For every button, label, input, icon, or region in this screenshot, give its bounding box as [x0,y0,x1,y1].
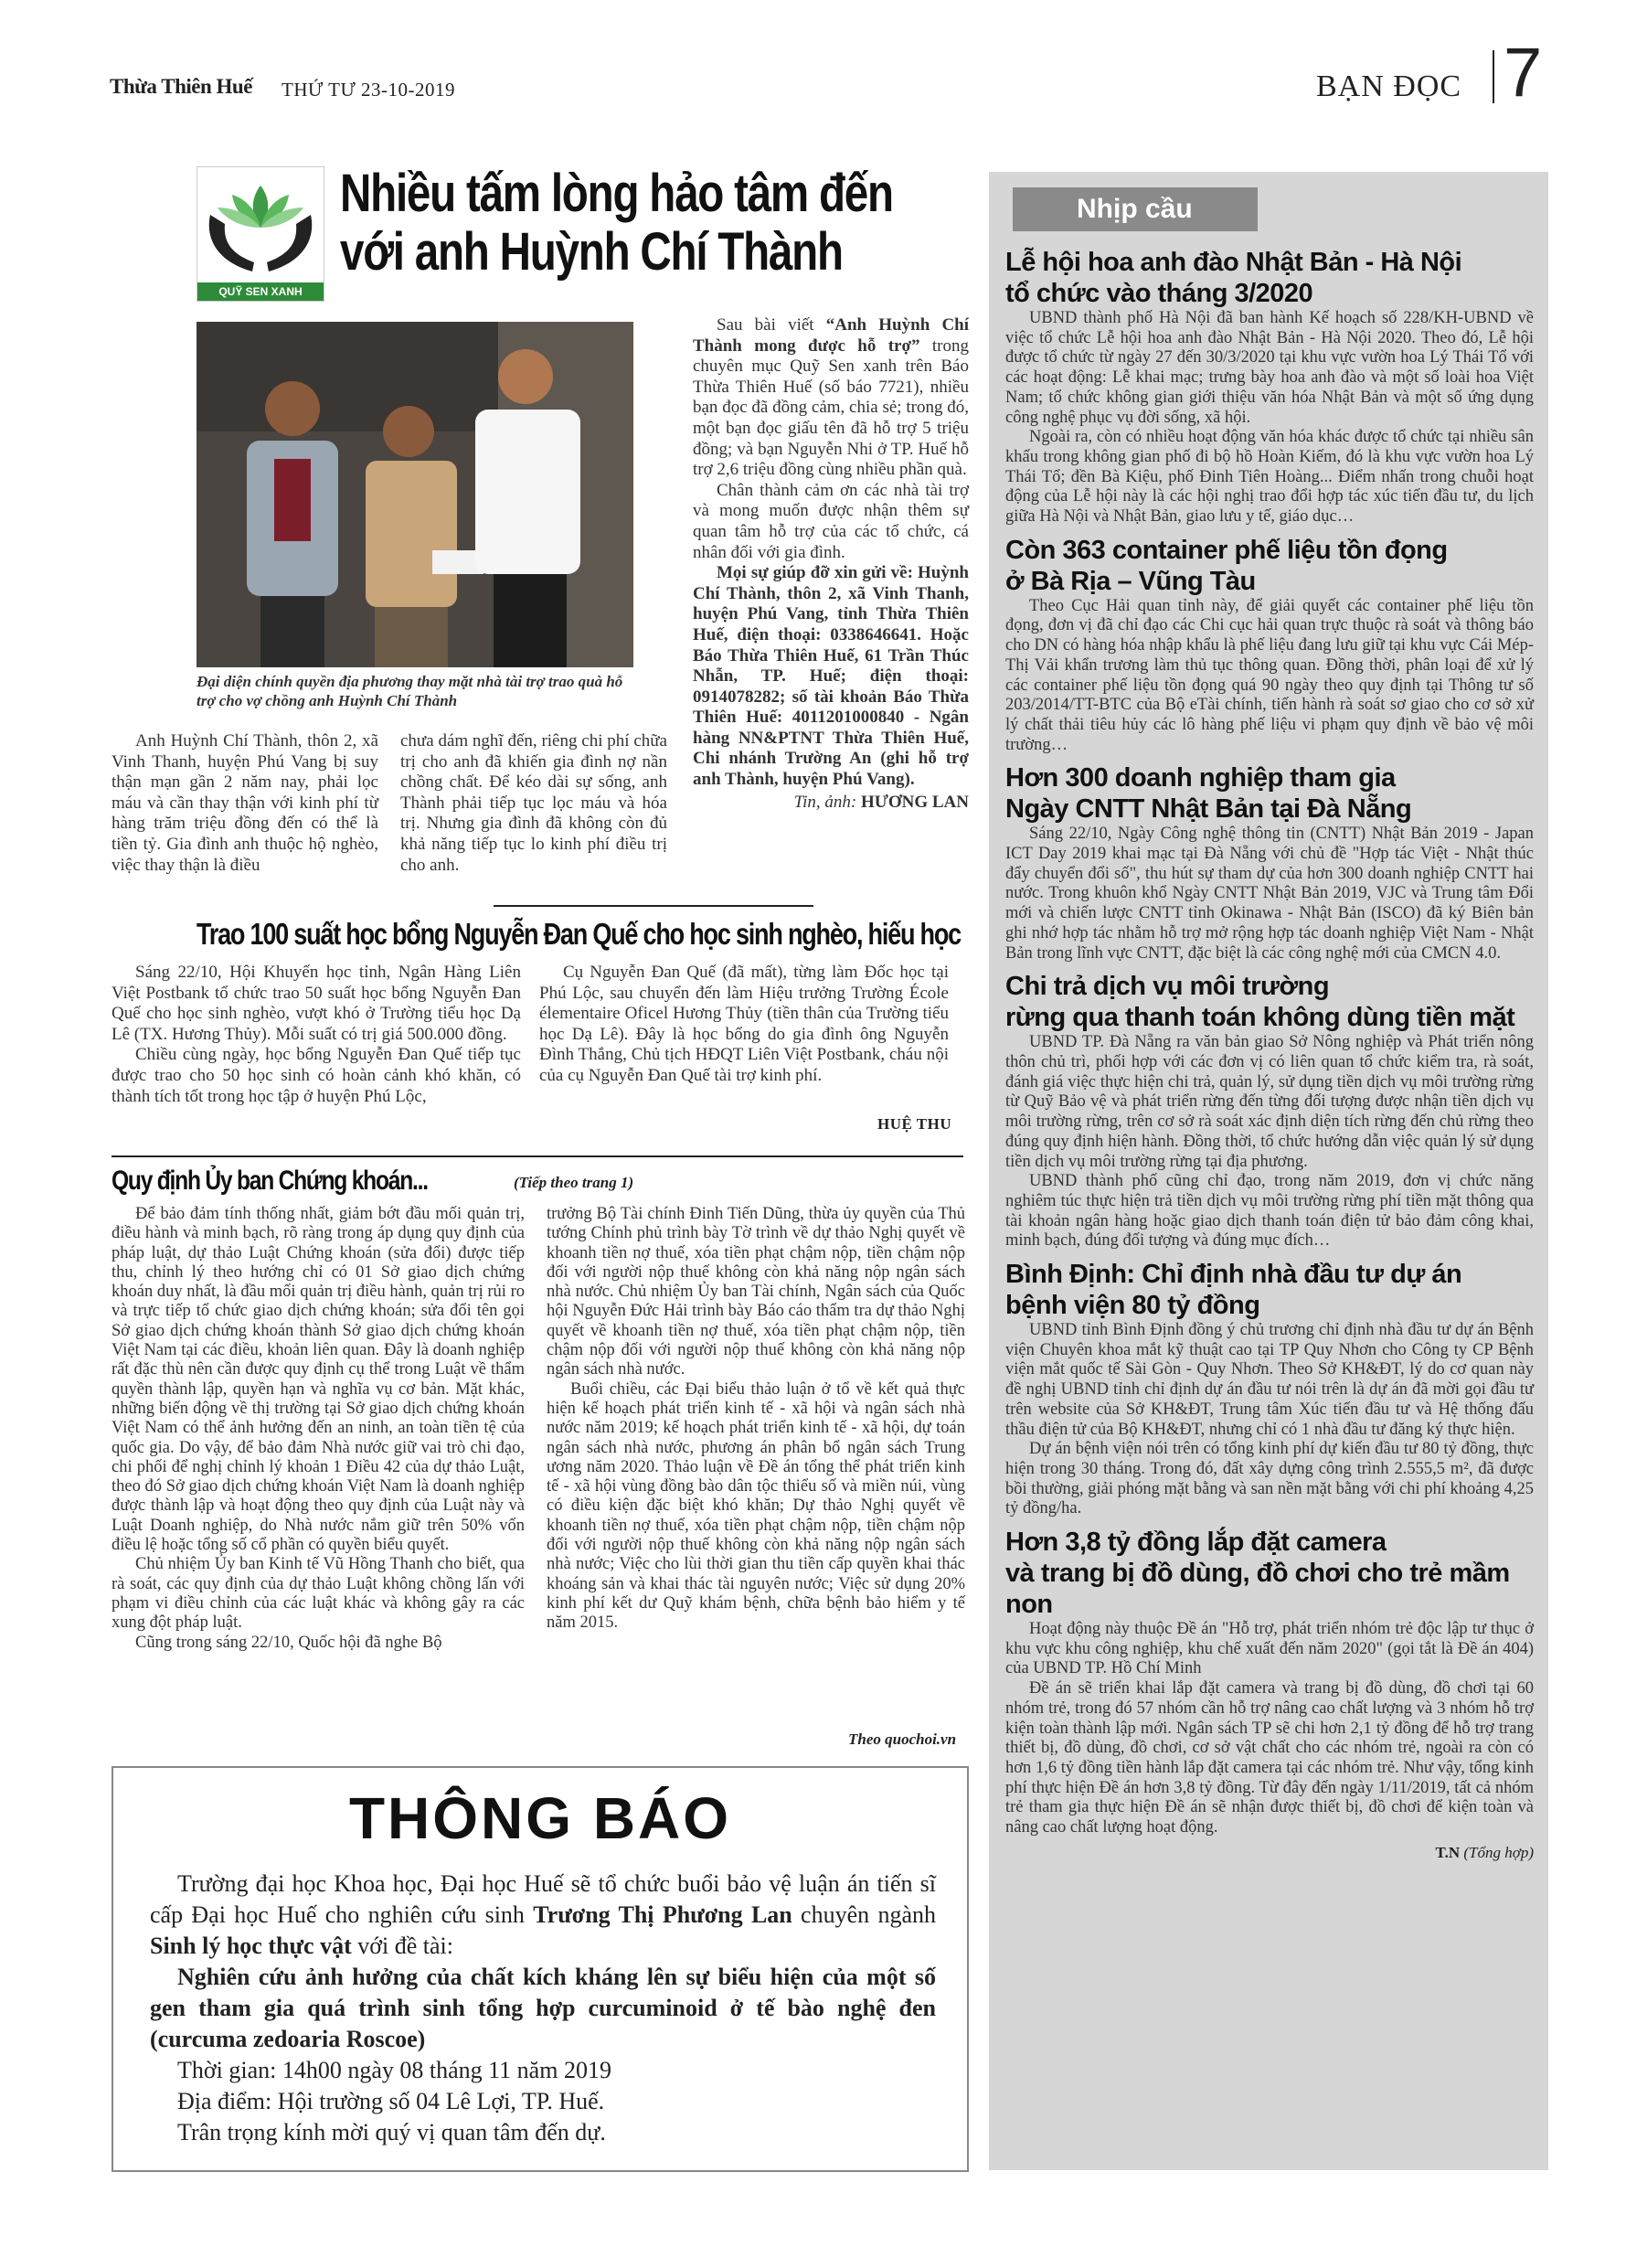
sidebar-item-text: Hoạt động này thuộc Đề án "Hỗ trợ, phát triển nhóm trẻ độc lập tư thục ở khu vực khu công nghiệp, khu chế xuất đến năm 2020" (gọi tắt là Đề án 404) của UBND TP. Hồ Chí Minh [1005,1620,1534,1678]
sidebar-item-title: Hơn 300 doanh nghiệp tham gia [1005,763,1396,793]
sidebar-item-title: Bình Định: Chỉ định nhà đầu tư dự án [1005,1260,1462,1290]
sidebar-item [1005,971,1534,1251]
sidebar-item [1005,762,1534,964]
article2-title: Trao 100 suất học bổng Nguyễn Đan Quế cho học sinh nghèo, hiếu học [197,917,961,951]
article1-title-line2: với anh Huỳnh Chí Thành [340,222,843,282]
article2-col1-p2: Chiều cùng ngày, học bổng Nguyễn Đan Quế tiếp tục được trao cho 50 học sinh có hoàn cảnh khó khăn, có thành tích tốt trong học tập ở huyện Phú Lộc, [112,1045,521,1106]
notice-place: Địa điểm: Hội trường số 04 Lê Lợi, TP. Huế. [177,2088,605,2114]
sidebar-item-text: Dự án bệnh viện nói trên có tổng kinh phí dự kiến đầu tư 80 tỷ đồng, thực hiện trong 30 tháng. Trong đó, đất xây dựng công trình 2.555,5 m², đã được bồi thường, giải phóng mặt bằng và san nền mặt bằng với chi phí khoảng 4,25 tỷ đồng/ha. [1005,1440,1534,1518]
article1-col1-text: Anh Huỳnh Chí Thành, thôn 2, xã Vinh Thanh, huyện Phú Vang bị suy thận mạn gần 2 năm nay, phải lọc máu và cần thay thận với kinh phí từ hàng trăm triệu đồng đến có thể là tiền tỷ. Gia đình anh thuộc hộ nghèo, việc thay thận là điều [112,731,378,875]
sidebar-item-title: Ngày CNTT Nhật Bản tại Đà Nẵng [1005,794,1412,825]
sidebar-byline-name: T.N [1435,1843,1461,1861]
sidebar-item-title: ở Bà Rịa – Vũng Tàu [1005,566,1256,596]
article1-col2-text: chưa dám nghĩ đến, riêng chi phí chữa trị cho anh đã khiến gia đình nợ nần chồng chất. Để kéo dài sự sống, anh Thành phải tiếp tục lọc máu và hóa trị. Nhưng gia đình đã không còn đủ khả năng tiếp tục lo kinh phí điều trị cho anh. [400,731,667,875]
lotus-hands-icon [197,167,324,281]
sidebar-item-text: Đề án sẽ triển khai lắp đặt camera và trang bị đồ dùng, đồ chơi tại 60 nhóm trẻ, trong đó 57 nhóm cần hỗ trợ nâng cao chất lượng và 3 nhóm hỗ trợ kiện toàn thành lập mới. Ngân sách TP sẽ chi hơn 2,1 tỷ đồng để hỗ trợ trang thiết bị, đồ dùng, đồ chơi, cơ sở vật chất cho các nhóm trẻ, ngoài ra còn có hơn 1,6 tỷ đồng tiền hành lắp đặt camera tại các nhóm trẻ. Như vậy, tổng kinh phí thực hiện Đề án hơn 3,8 tỷ đồng. Từ đây đến ngày 1/11/2019, tất cả nhóm trẻ tham gia thực hiện Đề án sẽ nhận được thiết bị, đồ chơi để kiện toàn và nâng cao chất lượng hoạt động. [1005,1679,1534,1837]
article3-col1 [112,1205,525,1653]
notice-topic: Nghiên cứu ảnh hưởng của chất kích kháng lên sự biểu hiện của một số gen tham gia quá trình sinh tổng hợp curcuminoid ở tế bào nghệ đen (curcuma zedoaria Roscoe) [150,1964,936,2052]
article1-col2 [400,731,667,876]
article3-col1-p1: Để bảo đảm tính thống nhất, giảm bớt đầu mối quản trị, điều hành và minh bạch, rõ ràng trong áp dụng quy định của pháp luật, dự thảo Luật Chứng khoán (sửa đổi) được tiếp thu, chỉnh lý theo hướng chỉ có 01 Sở giao dịch chứng khoán duy nhất, là đầu mối quản trị điều hành, quản trị rủi ro và trực tiếp tổ chức giao dịch chứng khoán; sửa đổi tên gọi Sở giao dịch chứng khoán thành Sở giao dịch chứng khoán Việt Nam tại các điều, khoản liên quan. Đây là doanh nghiệp rất đặc thù nên cần được quy định cụ thể trong Luật về thẩm quyền thành lập, quyền hạn và nghĩa vụ cơ bản. Mặt khác, những biến động về thị trường tại Sở giao dịch chứng khoán Việt Nam có thể ảnh hưởng đến an ninh, an toàn tiền tệ của quốc gia. Do vậy, để bảo đảm Nhà nước giữ vai trò chi đạo, chi phối để nghị chỉnh lý khoản 1 Điều 42 của dự thảo Luật, theo đó Sở giao dịch chứng khoán Việt Nam là doanh nghiệp được thành lập và hoạt động theo quy định của Luật này và Luật Doanh nghiệp, do Nhà nước nắm giữ trên 50% vốn điều lệ hoặc tổng số cổ phần có quyền biểu quyết. [112,1205,525,1555]
sidebar-byline [1005,1844,1534,1862]
article1-p2: Chân thành cảm ơn các nhà tài trợ và mong muốn được nhận thêm sự quan tâm hỗ trợ của các tổ chức, cá nhân đối với gia đình. [693,480,969,562]
sidebar-content [1005,247,1534,1862]
sidebar-item-title: Chi trả dịch vụ môi trường [1005,972,1330,1002]
article3-col1-p2: Chủ nhiệm Ủy ban Kinh tế Vũ Hồng Thanh cho biết, qua rà soát, các quy định của dự thảo Luật không chồng lấn với phạm vi điều chỉnh của các luật khác và không gây ra các xung đột pháp luật. [112,1555,525,1633]
sidebar-item-title: bệnh viện 80 tỷ đồng [1005,1291,1260,1321]
article1-p1-lead: Sau bài viết [717,315,826,335]
notice-major-pre: chuyên ngành [792,1901,936,1928]
article1-p1-bold: “Anh Huỳnh Chí Thành mong được hỗ trợ” [693,315,970,356]
article2-byline: HUỆ THU [877,1115,952,1133]
sidebar-item-text: Sáng 22/10, Ngày Công nghệ thông tin (CNTT) Nhật Bản 2019 - Japan ICT Day 2019 khai mạc tại Đà Nẵng với chủ đề "Hợp tác Việt - Nhật thúc đẩy chuyển đổi số", thu hút sự tham dự của hơn 300 doanh nghiệp CNTT hai nước. Trong khuôn khổ Ngày CNTT Nhật Bản 2019, VJC và Trung tâm Đổi mới và chiến lược CNTT tỉnh Okinawa - Nhật Bản (ISCO) đã ký Biên bản ghi nhớ hợp tác nhằm hỗ trợ mở rộng hợp tác doanh nghiệp Việt Nam - Nhật Bản trong lĩnh vực CNTT, đặc biệt là các công nghệ mới của CMCN 4.0. [1005,825,1534,963]
sidebar-byline-note: (Tổng hợp) [1463,1843,1534,1861]
notice-major-post: với đề tài: [351,1933,453,1959]
sidebar-item-title: Hơn 3,8 tỷ đồng lắp đặt camera [1005,1528,1387,1558]
sidebar-item [1005,1527,1534,1838]
article2-col1-p1: Sáng 22/10, Hội Khuyến học tỉnh, Ngân Hàng Liên Việt Postbank tổ chức trao 50 suất học bổng Nguyễn Đan Quế cho học sinh nghèo, vượt khó ở Trường tiểu học Dạ Lê (TX. Hương Thủy). Mỗi suất có trị giá 500.000 đồng. [112,963,521,1044]
article1-p3: Mọi sự giúp đỡ xin gửi về: Huỳnh Chí Thành, thôn 2, xã Vinh Thanh, huyện Phú Vang, tỉnh Thừa Thiên Huế, điện thoại: 0338646641. Hoặc Báo Thừa Thiên Huế, 61 Trần Thúc Nhẫn, TP. Huế; điện thoại: 0914078282; số tài khoản Báo Thừa Thiên Huế: 4011201000840 - Ngân hàng NN&PTNT Thừa Thiên Huế, Chi nhánh Trường An (ghi hỗ trợ anh Thành, huyện Phú Vang). [693,563,969,790]
divider [494,905,813,907]
announcement-box [112,1766,969,2172]
article1-p1-rest: trong chuyên mục Quỹ Sen xanh trên Báo Thừa Thiên Huế (số báo 7721), nhiều bạn đọc đã đồng cảm, chia sẻ; trong đó, một bạn đọc giấu tên đã hỗ trợ 5 triệu đồng; và bạn Nguyễn Nhi ở TP. Huế hỗ trợ 2,6 triệu đồng cùng nhiều phần quà. [693,335,969,480]
sidebar-item-text: UBND tỉnh Bình Định đồng ý chủ trương chỉ định nhà đầu tư dự án Bệnh viện Chuyên khoa mắt kỹ thuật cao tại TP Quy Nhơn cho Công ty CP Bệnh viện mắt quốc tế Sài Gòn - Quy Nhơn. Theo Sở KH&ĐT, lý do cơ quan này đề nghị UBND tỉnh chỉ định dự án đầu tư nói trên là dự án đã mời gọi đầu tư trên website của Sở KH&ĐT, Trung tâm Xúc tiến đầu tư và Hệ thống đấu thầu điện tử của Bộ KH&ĐT, nhưng chỉ có 1 nhà đầu tư đăng ký thực hiện. [1005,1321,1534,1439]
section-name: BẠN ĐỌC [1316,69,1462,103]
article1-photo-caption: Đại diện chính quyền địa phương thay mặt nhà tài trợ trao quà hỗ trợ cho vợ chồng anh Huỳnh Chí Thành [197,673,623,709]
quy-sen-xanh-logo [197,166,324,302]
article2-col1 [112,963,521,1107]
article1-byline [693,793,969,814]
sidebar-item-text: Theo Cục Hải quan tỉnh này, để giải quyết các container phế liệu tồn đọng, đơn vị đã chỉ đạo các Chi cục hải quan trực thuộc rà soát và thông báo cho DN có hàng hóa nhập khẩu là phế liệu đang lưu giữ tại khu vực Cái Mép-Thị Vải khẩn trương làm thủ tục thông quan. Đồng thời, phân loại để xử lý các container phế liệu tồn đọng quá 90 ngày theo quy định tại Thông tư số 203/2014/TT-BTC của Bộ eTài chính, tiến hành rà soát sơ giao cho cơ sở xử lý chất thải tiêu hủy các lô hàng phế liệu vi phạm quy định về bảo vệ môi trường… [1005,596,1534,754]
sidebar-tag: Nhịp cầu [1013,187,1258,231]
sidebar-item-text: UBND TP. Đà Nẵng ra văn bản giao Sở Nông nghiệp và Phát triển nông thôn chủ trì, phối hợp với các đơn vị có liên quan tổ chức kiểm tra, rà soát, đánh giá việc thực hiện chi trả, quản lý, sử dụng tiền dịch vụ môi trường rừng từ Quỹ Bảo vệ và phát triển rừng đến từng đối tượng được nhận tiền dịch vụ môi trường rừng, trên cơ sở rà soát xác định diện tích rừng đến chủ rừng theo đúng quy định hiện hành. Đồng thời, tổ chức hướng dẫn việc quản lý sử dụng tiền dịch vụ môi trường rừng tại địa phương. [1005,1033,1534,1171]
notice-intro: Trường đại học Khoa học, Đại học Huế sẽ tổ chức buổi bảo vệ luận án tiến sĩ cấp Đại học Huế cho nghiên cứu sinh [150,1870,936,1928]
article1-right-column [693,315,969,813]
article2-col2 [539,963,949,1087]
page-number: 7 [1504,34,1543,112]
notice-invite: Trân trọng kính mời quý vị quan tâm đến dự. [177,2119,606,2146]
article1-col1 [112,731,378,876]
sidebar-item-title: và trang bị đồ dùng, đồ chơi cho trẻ mầm non [1005,1559,1510,1620]
byline-label: Tin, ảnh: [793,792,861,812]
sidebar-item [1005,1259,1534,1519]
newspaper-name: Thừa Thiên Huế [110,75,252,98]
photo-people-illustration [197,322,633,667]
sidebar-item-title: Còn 363 container phế liệu tồn đọng [1005,535,1448,565]
article3-continued: (Tiếp theo trang 1) [514,1174,634,1191]
divider [112,1155,963,1157]
article3-title: Quy định Ủy ban Chứng khoán... [112,1166,428,1196]
sidebar-item-text: UBND thành phố cũng chỉ đạo, trong năm 2019, đơn vị chức năng nghiêm túc thực hiện trả tiền dịch vụ môi trường rừng phí tiền mặt thông qua tài khoản ngân hàng hoặc giao dịch thanh toán điện tử bảo đảm công khai, minh bạch, đúng đối tượng và đúng mục đích… [1005,1172,1534,1251]
sidebar-item-title: Lễ hội hoa anh đào Nhật Bản - Hà Nội [1005,248,1462,277]
sidebar-item-title: rừng qua thanh toán không dùng tiền mặt [1005,1003,1515,1033]
logo-label: QUỸ SEN XANH [197,282,324,301]
header-divider [1493,50,1494,103]
notice-time: Thời gian: 14h00 ngày 08 tháng 11 năm 2019 [177,2057,611,2083]
article3-col2-p2: Buổi chiều, các Đại biểu thảo luận ở tổ về kết quả thực hiện kế hoạch phát triển kinh tế - xã hội và ngân sách nhà nước năm 2019; kế hoạch phát triển kinh tế - xã hội, dự toán ngân sách nhà nước, phương án phân bổ ngân sách Trung ương năm 2020. Thảo luận về Đề án tổng thể phát triển kinh tế - xã hội vùng đồng bào dân tộc thiểu số và miền núi, vùng có điều kiện đặc biệt khó khăn; Dự thảo Nghị quyết về khoanh tiền nợ thuế, xóa tiền phạt chậm nộp, tiền chậm nộp đối với người nộp thuế không còn khả năng nộp ngân sách nhà nước; Việc cho lùi thời gian thu tiền cấp quyền khai thác khoáng sản và khai thác tài nguyên nước; Việc sử dụng 20% kinh phí kết dư Quỹ khám bệnh, chữa bệnh bảo hiểm y tế năm 2015. [547,1379,965,1633]
article1-photo [197,322,633,667]
article3-col2 [547,1205,965,1634]
sidebar-item-text: Ngoài ra, còn có nhiều hoạt động văn hóa khác được tổ chức tại nhiều sân khấu trong không gian phố đi bộ hồ Hoàn Kiếm, đó là khu vực vườn hoa Lý Thái Tổ; đền Bà Kiệu, phố Đinh Tiên Hoàng... Điểm nhấn trong chuỗi hoạt động của Lễ hội này là các hội nghị trao đổi hợp tác xúc tiến đầu tư, du lịch giữa Hà Nội và Nhật Bản, giao lưu y tế, giáo dục… [1005,428,1534,527]
notice-student: Trương Thị Phương Lan [533,1901,792,1928]
article3-col1-p3: Cũng trong sáng 22/10, Quốc hội đã nghe Bộ [135,1633,442,1652]
article-title-helper [340,165,893,282]
article2-col2-p1: Cụ Nguyễn Đan Quế (đã mất), từng làm Đốc học tại Phú Lộc, sau chuyển đến làm Hiệu trưởng Trường École élementaire Oficel Hương Thủy (tiền thân của Trường tiểu học Dạ Lê). Đây là học bổng do gia đình ông Nguyễn Đình Thắng, Chủ tịch HĐQT Liên Việt Postbank, cháu nội của cụ Nguyễn Đan Quế tài trợ kinh phí. [539,963,949,1085]
sidebar-item [1005,535,1534,756]
sidebar-item-text: UBND thành phố Hà Nội đã ban hành Kế hoạch số 228/KH-UBND về việc tổ chức Lễ hội hoa anh đào Nhật Bản - Hà Nội 2020. Theo đó, Lễ hội được tổ chức từ ngày 27 đến 30/3/2020 tại khu vực vườn hoa Lý Thái Tổ với các hoạt động: Lễ khai mạc; trưng bày hoa anh đào và một số loài hoa Việt Nam; tổ chức không gian giới thiệu văn hóa Nhật Bản và một số ứng dụng công nghệ phục vụ đời sống, xã hội. [1005,309,1534,427]
announcement-body [150,1869,936,2148]
announcement-title: THÔNG BÁO [348,1785,732,1851]
sidebar-item [1005,247,1534,527]
notice-major: Sinh lý học thực vật [150,1933,352,1959]
byline-name: HƯƠNG LAN [860,792,969,812]
article3-byline: Theo quochoi.vn [848,1730,957,1748]
article1-title-line1: Nhiều tấm lòng hảo tâm đến [340,164,893,223]
issue-date: THỨ TƯ 23-10-2019 [282,79,456,101]
sidebar-item-title: tổ chức vào tháng 3/2020 [1005,279,1313,308]
article3-col2-p1: trưởng Bộ Tài chính Đinh Tiến Dũng, thừa ủy quyền của Thủ tướng Chính phủ trình bày Tờ trình về dự thảo Nghị quyết về khoanh tiền nợ thuế, xóa tiền phạt chậm nộp, tiền chậm nộp đối với người nộp thuế không còn khả năng nộp ngân sách nhà nước. Chủ nhiệm Ủy ban Tài chính, Ngân sách của Quốc hội Nguyễn Đức Hải trình bày Báo cáo thẩm tra dự thảo Nghị quyết về khoanh tiền nợ thuế, xóa tiền phạt chậm nộp, tiền chậm nộp đối với người nộp thuế không còn khả năng nộp ngân sách nhà nước. [547,1205,965,1379]
